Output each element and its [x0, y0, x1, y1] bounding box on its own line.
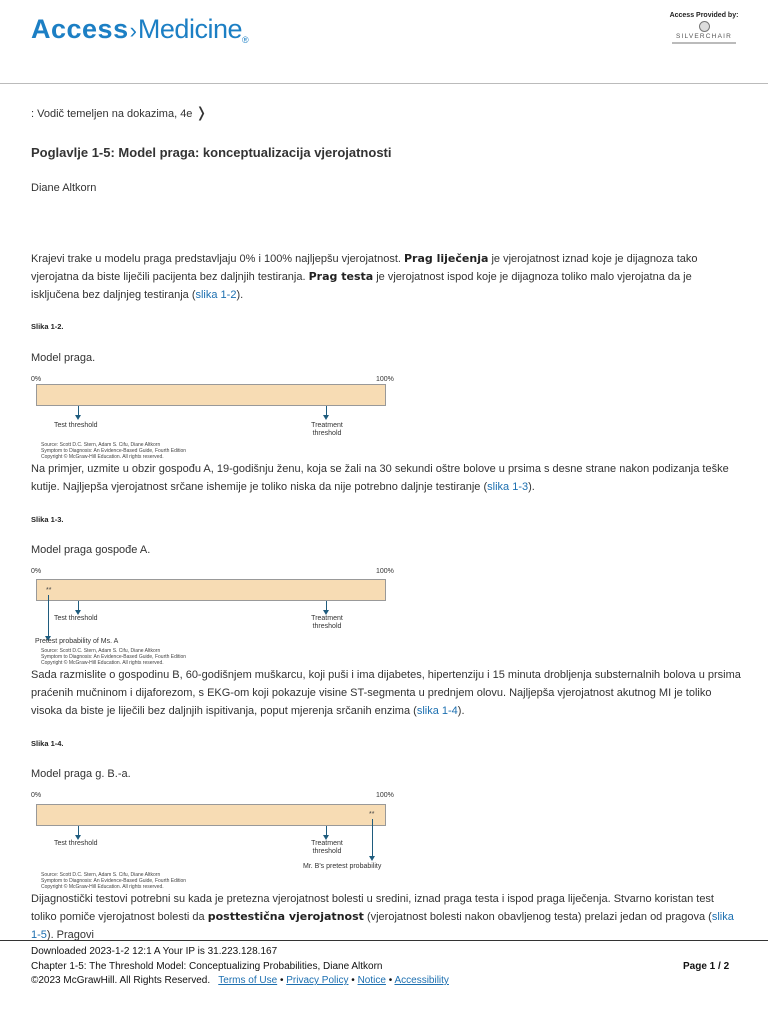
download-info: Downloaded 2023-1-2 12:1 A Your IP is 31.223.128.167	[31, 946, 278, 957]
figure-1-4-label: Slika 1-4.	[31, 739, 64, 748]
chapter-citation: Chapter 1-5: The Threshold Model: Conceptualizing Probabilities, Diane Altkorn	[31, 961, 383, 972]
copyright-text: ©2023 McGrawHill. All Rights Reserved.	[31, 975, 211, 986]
treatment-threshold-arrow-icon	[326, 406, 327, 416]
source-line-2: Symptom to Diagnosis: An Evidence-Based Guide, Fourth Edition	[41, 878, 187, 884]
treatment-threshold-label	[309, 840, 345, 856]
p1-text-a: Krajevi trake u modelu praga predstavljaju 0% i 100% najljepšu vjerojatnost.	[31, 253, 404, 265]
logo-registered-mark: ®	[241, 35, 249, 45]
figure-1-2-label: Slika 1-2.	[31, 322, 64, 331]
treatment-line-1: Treatment	[311, 840, 343, 847]
p4-text-c: (vjerojatnost bolesti nakon obavljenog testa) prelazi jedan od pragova (	[363, 911, 712, 923]
treatment-threshold-label	[309, 615, 345, 631]
test-threshold-arrow-icon	[78, 826, 79, 836]
notice-link[interactable]: Notice	[357, 975, 386, 986]
source-line-3: Copyright © McGraw-Hill Education. All rights reserved.	[41, 454, 164, 460]
source-line-3: Copyright © McGraw-Hill Education. All rights reserved.	[41, 884, 164, 890]
chevron-right-icon: ❭	[195, 104, 208, 120]
pct-100-label: 100%	[376, 568, 394, 575]
page-number: Page 1 / 2	[683, 961, 730, 972]
paragraph-4	[31, 890, 741, 944]
privacy-policy-link[interactable]: Privacy Policy	[286, 975, 349, 986]
figure-1-3-label: Slika 1-3.	[31, 515, 64, 524]
source-line-1: Source: Scott D.C. Stern, Adam S. Cifu, Diane Altkorn	[41, 648, 161, 654]
ms-a-arrow-icon	[48, 595, 49, 637]
p2-text-e: ).	[528, 481, 535, 493]
treatment-line-2: threshold	[312, 848, 342, 855]
paragraph-3	[31, 666, 741, 720]
figure-1-3	[31, 568, 401, 668]
logo-chevron-icon: ›	[129, 18, 137, 43]
pct-0-label: 0%	[31, 376, 42, 383]
paragraph-2	[31, 460, 741, 496]
provider-tagline-rule	[672, 42, 736, 44]
figure-1-2-link[interactable]: slika 1-2	[195, 289, 237, 301]
figure-1-3-caption: Model praga gospođe A.	[31, 544, 151, 556]
page-header	[0, 0, 768, 84]
p3-text-e: ).	[457, 705, 465, 717]
treatment-threshold-label	[309, 422, 345, 438]
source-line-2: Symptom to Diagnosis: An Evidence-Based Guide, Fourth Edition	[41, 654, 187, 660]
footer-links	[31, 975, 449, 986]
breadcrumb[interactable]	[31, 104, 207, 121]
threshold-bar	[36, 384, 386, 406]
accessmedicine-logo[interactable]	[31, 14, 249, 45]
footer-bullet: •	[279, 975, 284, 986]
p4-text-a: Dijagnostički testovi potrebni su kada je pretezna vjerojatnost bolesti u sredini, iznad praga testa i ispod praga liječenja. Stvarno koristan test toliko pomiče vjerojatnost bolesti da	[31, 893, 714, 923]
source-line-2: Symptom to Diagnosis: An Evidence-Based Guide, Fourth Edition	[41, 448, 187, 454]
treatment-line-2: threshold	[312, 430, 342, 437]
figure-1-3-link[interactable]: slika 1-3	[487, 481, 529, 493]
treatment-line-2: threshold	[312, 623, 342, 630]
mr-b-pretest-label: Mr. B's pretest probability	[303, 863, 382, 870]
figure-1-2-caption: Model praga.	[31, 352, 96, 364]
ms-a-marker: **	[46, 587, 52, 594]
figure-1-4-link[interactable]: slika 1-4	[416, 705, 458, 717]
mr-b-marker: **	[369, 811, 375, 818]
p4-text-e: ). Pragovi	[46, 929, 94, 941]
threshold-bar	[36, 804, 386, 826]
breadcrumb-text: : Vodič temeljen na dokazima, 4e	[31, 108, 193, 120]
figure-1-5-link[interactable]: slika 1-5	[31, 911, 734, 941]
ms-a-pretest-label: Pretest probability of Ms. A	[35, 638, 119, 645]
source-line-3: Copyright © McGraw-Hill Education. All rights reserved.	[41, 660, 164, 666]
chapter-title: Poglavlje 1-5: Model praga: konceptualizacija vjerojatnosti	[31, 145, 392, 160]
footer-bullet: •	[351, 975, 355, 986]
p1-text-c: je vjerojatnost iznad koje je dijagnoza tako vjerojatna da biste liječili pacijenta bez daljnjih testiranja.	[31, 253, 698, 283]
logo-access-text: Access	[31, 14, 129, 44]
provider-name: SILVERCHAIR	[675, 33, 733, 40]
pct-0-label: 0%	[31, 792, 42, 799]
treatment-threshold-arrow-icon	[326, 826, 327, 836]
test-threshold-label: Test threshold	[54, 840, 98, 847]
access-provider	[664, 12, 744, 44]
pct-100-label: 100%	[376, 376, 394, 383]
pct-100-label: 100%	[376, 792, 394, 799]
paragraph-1	[31, 250, 741, 304]
treatment-line-1: Treatment	[311, 422, 343, 429]
logo-medicine-text: Medicine	[137, 14, 242, 44]
p1-term-test-threshold: Prag testa	[308, 270, 374, 283]
mr-b-arrow-icon	[372, 819, 373, 857]
pct-0-label: 0%	[31, 568, 42, 575]
threshold-bar	[36, 579, 386, 601]
figure-1-4	[31, 792, 401, 892]
access-provided-label: Access Provided by:	[669, 12, 739, 19]
test-threshold-arrow-icon	[78, 406, 79, 416]
test-threshold-arrow-icon	[78, 601, 79, 611]
footer-bullet: •	[388, 975, 393, 986]
test-threshold-label: Test threshold	[54, 422, 98, 429]
treatment-threshold-arrow-icon	[326, 601, 327, 611]
terms-of-use-link[interactable]: Terms of Use	[218, 975, 278, 986]
treatment-line-1: Treatment	[311, 615, 343, 622]
source-line-1: Source: Scott D.C. Stern, Adam S. Cifu, Diane Altkorn	[41, 442, 161, 448]
chapter-author: Diane Altkorn	[31, 182, 97, 194]
p3-text-a: Sada razmislite o gospodinu B, 60-godišnjem muškarcu, koji puši i ima dijabetes, hipertenziju i 15 minuta drobljenja substernalnih bolova u prsima praćenih mučninom i dijaforezom, s EKG-om koji pokazuje visine ST-segmenta u prednjem olovu. Najljepša vjerojatnost akutnog MI je toliko visoka da biste je liječili bez daljnjih ispitivanja, poput mjerenja srčanih enzima (	[31, 669, 741, 717]
figure-source	[41, 442, 186, 460]
test-threshold-label: Test threshold	[54, 615, 98, 622]
figure-source	[41, 648, 186, 666]
source-line-1: Source: Scott D.C. Stern, Adam S. Cifu, Diane Altkorn	[41, 872, 161, 878]
figure-1-4-caption: Model praga g. B.-a.	[31, 768, 131, 780]
provider-seal-icon	[699, 21, 710, 32]
accessibility-link[interactable]: Accessibility	[394, 975, 449, 986]
p1-term-treatment-threshold: Prag liječenja	[404, 252, 489, 265]
figure-source	[41, 872, 186, 890]
p1-text-d: je vjerojatnost ispod koje je dijagnoza toliko malo vjerojatna da je isključena bez daljnjeg testiranja (	[31, 271, 692, 301]
p1-text-e: ).	[236, 289, 244, 301]
p4-term-posttest-probability: posttestična vjerojatnost	[207, 910, 364, 923]
p2-text-a: Na primjer, uzmite u obzir gospođu A, 19-godišnju ženu, koja se žali na 30 sekundi oštre bolove u prsima s desne strane nakon podizanja teške kutije. Najljepša vjerojatnost srčane ishemije je toliko niska da nije potrebno daljnje testiranje (	[31, 463, 729, 493]
page-footer	[0, 940, 768, 1024]
